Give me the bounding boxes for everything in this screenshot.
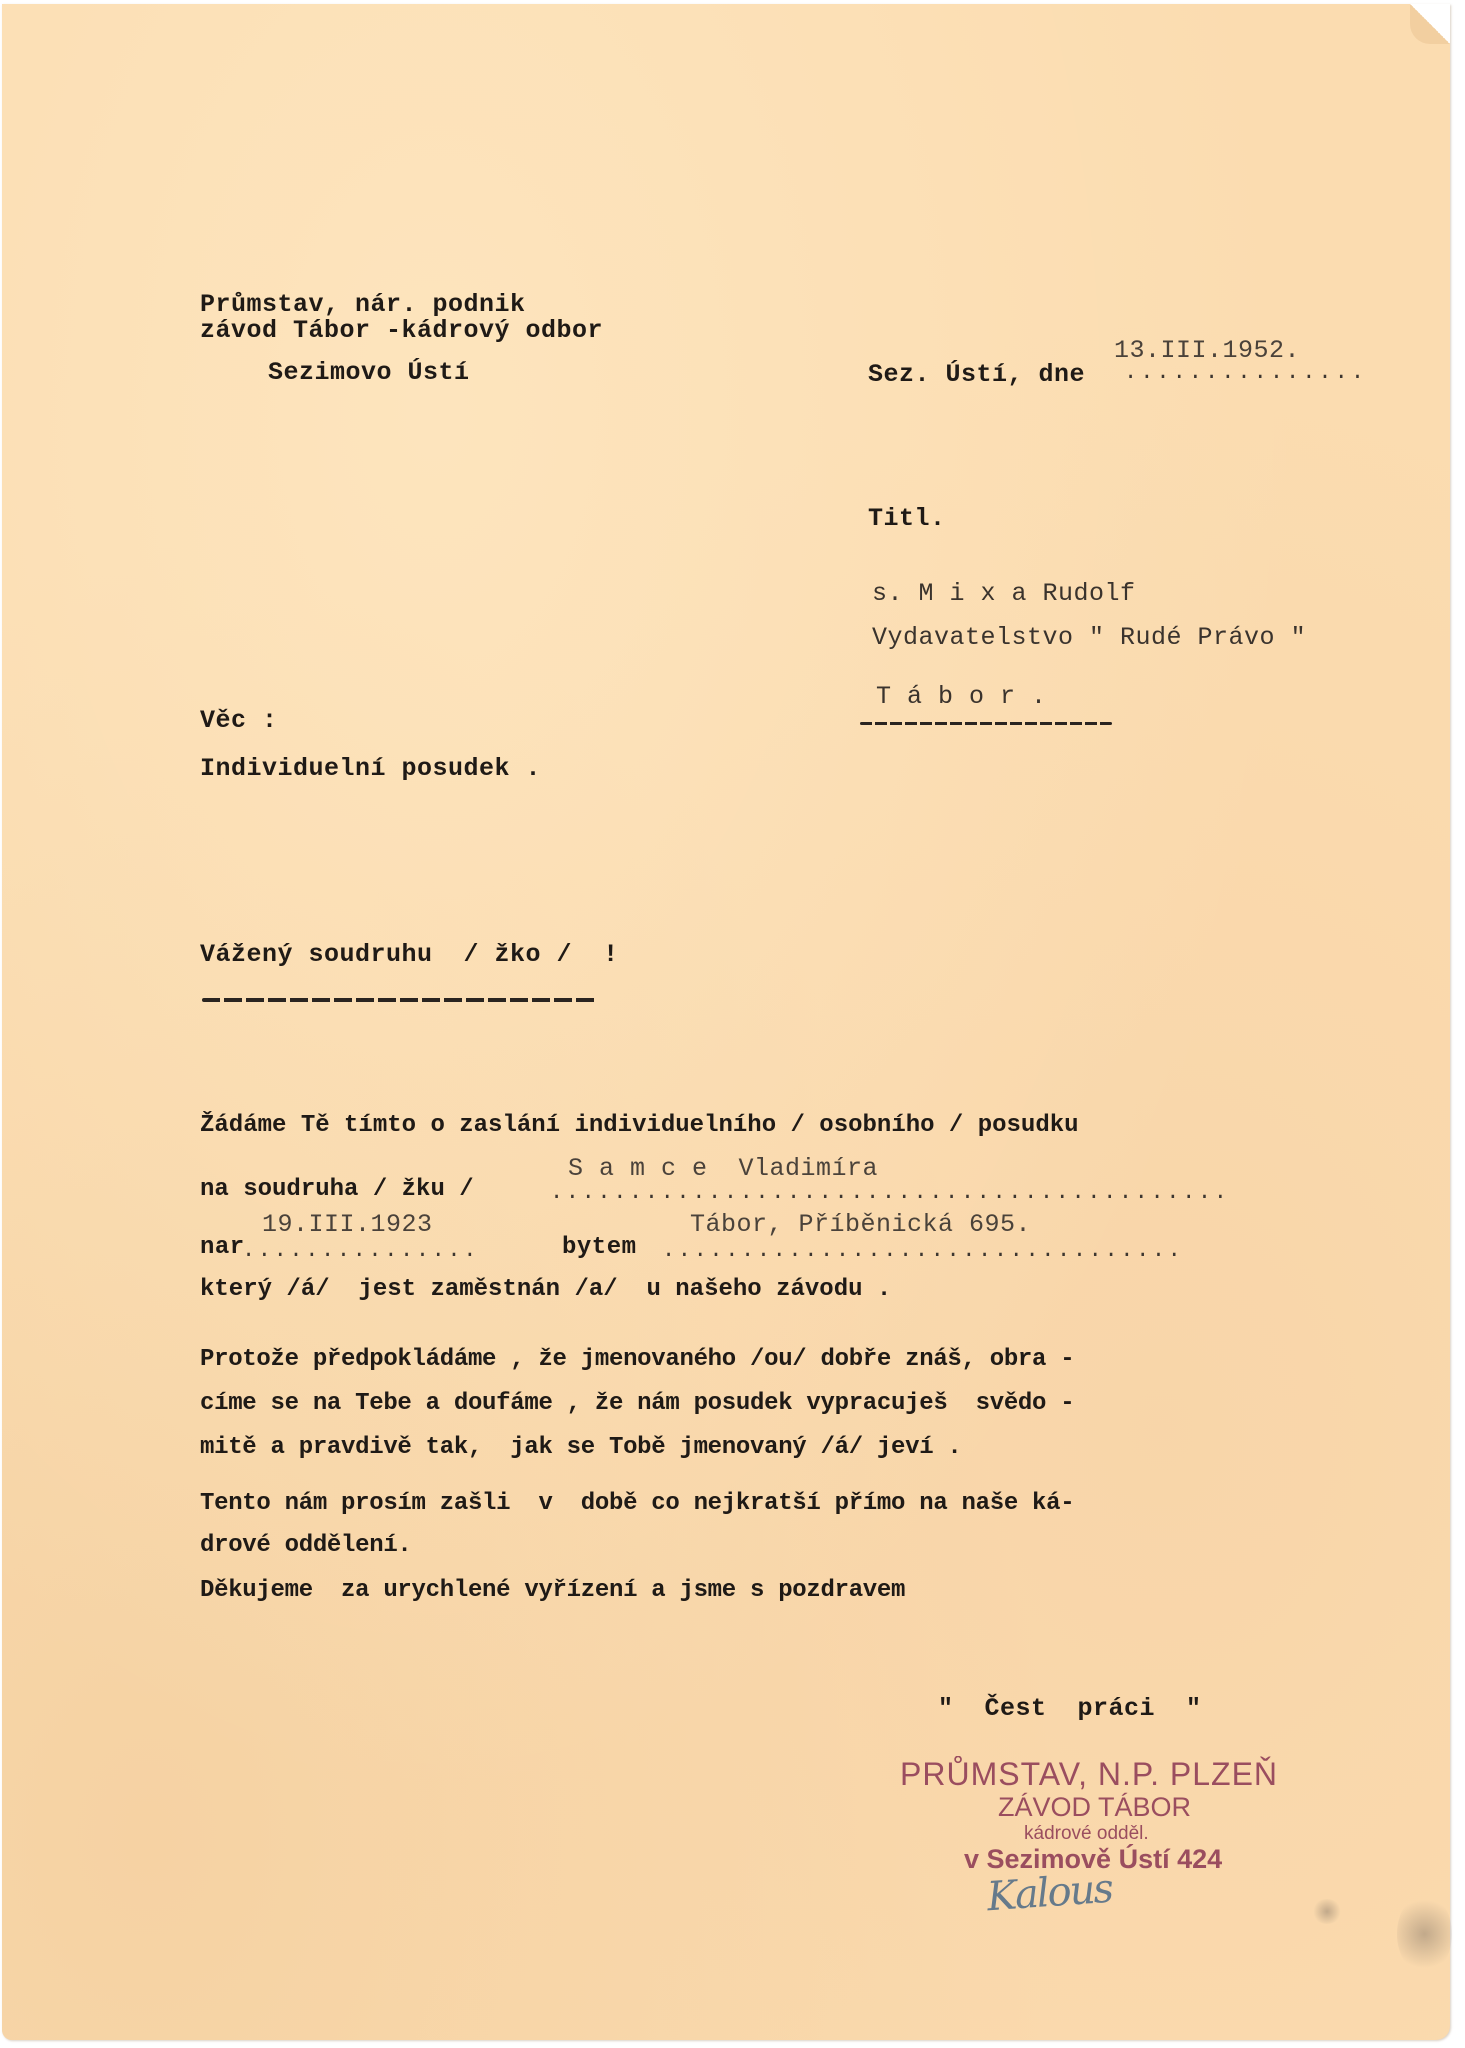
recipient-city: T á b o r . [876,682,1047,711]
born-dots: ............... [242,1238,480,1263]
sender-line-2: závod Tábor -kádrový odbor [200,316,604,345]
ink-smudge [1312,1899,1342,1924]
stamp-line-3: kádrové odděl. [1024,1823,1149,1844]
letter-date: 13.III.1952. [1114,336,1301,365]
paragraph2-line-2: címe se na Tebe a doufáme , že nám posudek vypracuješ svědo - [200,1390,1075,1417]
date-dots: ............... [1124,360,1368,385]
born-label: nar [200,1234,245,1261]
recipient-name: s. M i x a Rudolf [872,579,1136,608]
born-date: 19.III.1923 [262,1210,433,1239]
request-line: Žádáme Tě tímto o zaslání individuelního / osobního / posudku [200,1112,1079,1139]
subject-text: Individuelní posudek . [200,754,542,783]
stamp-line-2: ZÁVOD TÁBOR [998,1792,1192,1822]
sender-line-1: Průmstav, nár. podnik [200,290,526,319]
paragraph3-line-2: drové oddělení. [200,1532,412,1559]
city-underline [860,722,1112,725]
greeting: Vážený soudruhu / žko / ! [200,940,619,969]
subject-label: Věc : [200,706,278,735]
residence-value: Tábor, Příběnická 695. [690,1210,1032,1239]
paragraph3-line-1: Tento nám prosím zašli v době co nejkratší přímo na naše ká- [200,1490,1075,1517]
folded-corner [1410,4,1450,44]
paragraph2-line-1: Protože předpokládáme , že jmenovaného /ou/ dobře znáš, obra - [200,1346,1075,1373]
stamp-line-1: PRŮMSTAV, N.P. PLZEŇ [900,1756,1279,1792]
residence-label: bytem [562,1234,637,1261]
closing-line: Děkujeme za urychlené vyřízení a jsme s pozdravem [200,1577,906,1604]
comrade-name: S a m c e Vladimíra [568,1154,879,1183]
residence-dots: ................................. [662,1238,1184,1263]
handwritten-signature: Kalous [985,1865,1114,1921]
comrade-label: na soudruha / žku / [200,1176,474,1203]
paragraph2-line-3: mitě a pravdivě tak, jak se Tobě jmenovaný /á/ jeví . [200,1434,962,1461]
comrade-dots: ........................................... [550,1180,1230,1205]
recipient-organization: Vydavatelstvo " Rudé Právo " [872,623,1307,652]
recipient-title: Titl. [868,504,946,533]
ink-smudge [1397,1894,1452,1974]
sender-line-3: Sezimovo Ústí [268,358,470,387]
date-place-label: Sez. Ústí, dne [868,360,1086,389]
letter-page [2,4,1450,2040]
greeting-underline [202,998,597,1002]
stamp-line-4: v Sezimově Ústí 424 [964,1844,1223,1874]
closing-motto: " Čest práci " [938,1694,1202,1723]
employed-line: který /á/ jest zaměstnán /a/ u našeho závodu . [200,1276,892,1303]
